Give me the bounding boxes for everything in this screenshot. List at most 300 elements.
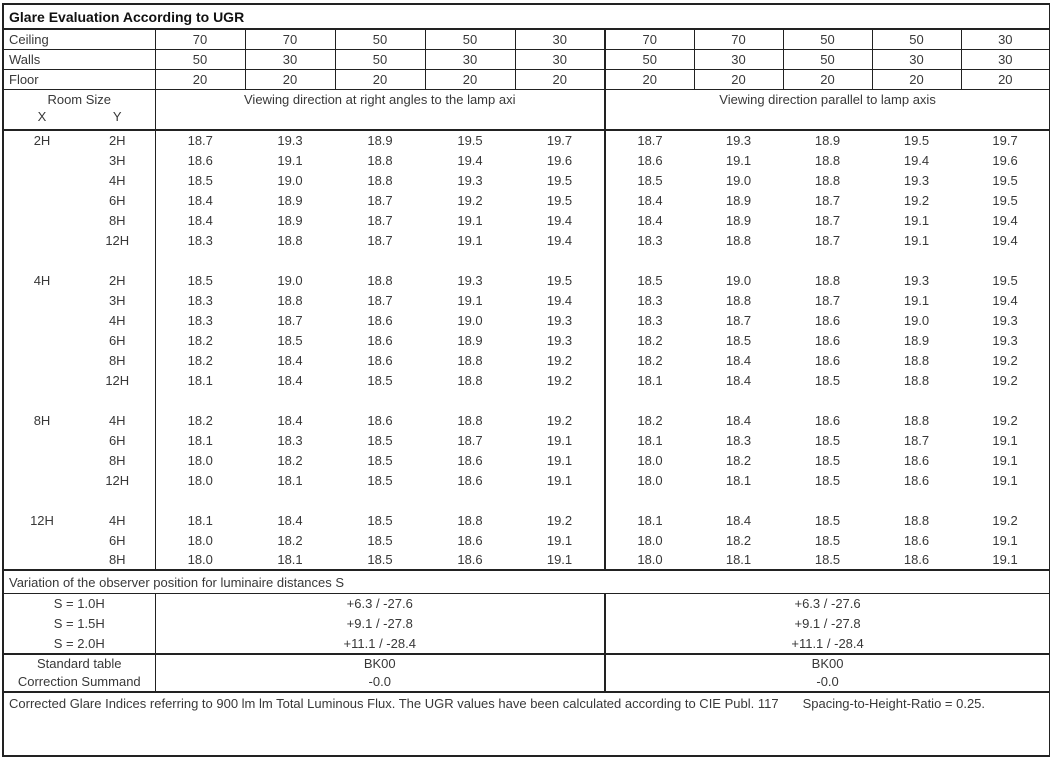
ugr-value: 19.3 — [457, 272, 483, 288]
ugr-value: 18.5 — [725, 332, 752, 348]
surface-value: 50 — [335, 49, 425, 69]
ugr-value: 19.5 — [992, 272, 1018, 288]
s-value: +11.1 / -28.4 — [343, 635, 416, 651]
ugr-value — [783, 490, 872, 510]
surface-label: Ceiling — [3, 29, 155, 49]
ugr-value: 18.9 — [725, 212, 752, 228]
ugr-value: 18.6 — [605, 150, 694, 170]
ugr-value: 19.2 — [992, 352, 1018, 368]
ugr-value — [245, 390, 335, 410]
ugr-value: 18.7 — [277, 312, 303, 328]
ugr-value: 18.2 — [605, 350, 694, 370]
room-x — [3, 470, 80, 490]
surface-value: 20 — [245, 69, 335, 89]
ugr-value: 18.1 — [187, 372, 213, 388]
ugr-value: 18.5 — [814, 452, 841, 468]
ugr-value: 19.0 — [457, 312, 483, 328]
gap-row — [3, 250, 1050, 270]
ugr-value: 18.5 — [187, 172, 213, 188]
ugr-value: 19.1 — [992, 472, 1018, 488]
room-y: 4H — [80, 410, 155, 430]
ugr-value — [155, 250, 245, 270]
ugr-value: 18.5 — [367, 532, 393, 548]
s-value: +9.1 / -27.8 — [605, 614, 1050, 634]
surface-value: 50 — [783, 49, 872, 69]
room-x — [3, 230, 80, 250]
ugr-value — [515, 490, 605, 510]
surface-value: 50 — [783, 29, 872, 49]
s-row — [3, 594, 1050, 614]
ugr-value: 18.2 — [187, 352, 213, 368]
ugr-value: 18.0 — [605, 450, 694, 470]
ugr-row — [3, 270, 1050, 290]
ugr-value: 18.1 — [725, 552, 752, 567]
ugr-value: 18.2 — [277, 452, 303, 468]
ugr-row — [3, 130, 1050, 150]
ugr-value: 18.6 — [187, 152, 213, 168]
room-x — [3, 330, 80, 350]
ugr-value — [961, 490, 1050, 510]
ugr-value: 18.5 — [814, 372, 841, 388]
ugr-value: 19.7 — [992, 133, 1018, 148]
ugr-value: 19.1 — [546, 472, 573, 488]
ugr-value: 18.8 — [367, 272, 393, 288]
ugr-value: 18.7 — [367, 212, 393, 228]
surface-value: 30 — [961, 29, 1050, 49]
s-label: S = 1.5H — [3, 614, 155, 634]
s-value: +9.1 / -27.8 — [346, 616, 413, 631]
ugr-value: 18.2 — [725, 532, 752, 548]
ugr-value: 18.6 — [457, 552, 483, 567]
spacing-ratio-text: Spacing-to-Height-Ratio = 0.25. — [802, 695, 986, 711]
room-x — [3, 150, 80, 170]
ugr-row — [3, 370, 1050, 390]
ugr-value — [872, 390, 961, 410]
ugr-value: 19.2 — [546, 412, 573, 428]
s-value: +11.1 / -28.4 — [605, 634, 1050, 654]
ugr-value: 18.8 — [903, 512, 930, 528]
ugr-value: 18.0 — [187, 532, 213, 548]
page-title: Glare Evaluation According to UGR — [3, 4, 1050, 29]
room-y: 6H — [80, 430, 155, 450]
ugr-rows — [3, 130, 1050, 570]
ugr-value: 18.7 — [187, 133, 213, 148]
ugr-value: 18.6 — [367, 312, 393, 328]
room-x: 4H — [33, 272, 51, 288]
ugr-value: 18.4 — [277, 352, 303, 368]
ugr-value: 19.5 — [546, 172, 573, 188]
surface-value: 20 — [605, 69, 694, 89]
ugr-value — [783, 250, 872, 270]
ugr-value: 19.7 — [546, 133, 573, 148]
ugr-value: 19.0 — [725, 172, 752, 188]
ugr-value — [605, 390, 694, 410]
ugr-value: 18.9 — [814, 133, 841, 148]
ugr-value: 18.9 — [457, 332, 483, 348]
summary-value: BK00 — [605, 654, 1050, 673]
ugr-value: 18.8 — [457, 372, 483, 388]
header-row-top — [3, 89, 1050, 109]
surface-value: 30 — [425, 49, 515, 69]
ugr-value: 18.9 — [277, 212, 303, 228]
ugr-row — [3, 230, 1050, 250]
surface-value: 50 — [335, 29, 425, 49]
summary-value: BK00 — [155, 654, 605, 673]
ugr-value — [515, 390, 605, 410]
ugr-value: 18.7 — [605, 130, 694, 150]
room-x — [3, 190, 80, 210]
ugr-row — [3, 470, 1050, 490]
room-size-label: Room Size — [3, 89, 155, 109]
s-label: S = 1.0H — [3, 594, 155, 614]
ugr-value: 18.1 — [187, 432, 213, 448]
ugr-value: 18.6 — [457, 452, 483, 468]
ugr-value: 19.1 — [546, 452, 573, 468]
ugr-value: 18.7 — [814, 192, 841, 208]
ugr-value: 18.4 — [187, 212, 213, 228]
ugr-value: 19.5 — [457, 133, 483, 148]
x-column-header: X — [3, 109, 80, 130]
right-direction-header: Viewing direction parallel to lamp axis — [605, 89, 1050, 130]
ugr-value: 18.4 — [277, 512, 303, 528]
variation-title: Variation of the observer position for luminaire distances S — [3, 570, 1050, 594]
s-value: +6.3 / -27.6 — [605, 594, 1050, 614]
ugr-value: 18.3 — [605, 290, 694, 310]
room-x — [3, 490, 80, 510]
room-y: 12H — [80, 470, 155, 490]
ugr-value: 18.5 — [367, 472, 393, 488]
ugr-value: 18.7 — [457, 432, 483, 448]
ugr-value: 19.2 — [546, 352, 573, 368]
ugr-value: 19.1 — [903, 292, 930, 308]
ugr-value: 19.5 — [903, 133, 930, 148]
ugr-value — [515, 250, 605, 270]
surface-value: 70 — [694, 29, 783, 49]
room-y: 2H — [80, 130, 155, 150]
ugr-value: 18.8 — [457, 512, 483, 528]
ugr-value: 18.8 — [457, 352, 483, 368]
ugr-value: 18.5 — [367, 432, 393, 448]
ugr-value: 19.3 — [992, 312, 1018, 328]
ugr-value: 18.9 — [277, 192, 303, 208]
ugr-value: 18.5 — [277, 332, 303, 348]
ugr-value: 19.6 — [546, 152, 573, 168]
ugr-value: 18.6 — [903, 452, 930, 468]
room-x — [3, 430, 80, 450]
ugr-value: 19.3 — [725, 133, 752, 148]
ugr-value: 18.4 — [605, 190, 694, 210]
surface-label: Floor — [3, 69, 155, 89]
surface-value: 20 — [155, 69, 245, 89]
ugr-value: 18.8 — [903, 372, 930, 388]
ugr-value: 19.4 — [546, 232, 573, 248]
ugr-value — [425, 490, 515, 510]
room-y: 4H — [80, 310, 155, 330]
ugr-value: 18.5 — [814, 512, 841, 528]
ugr-value: 18.1 — [187, 512, 213, 528]
room-y: 3H — [80, 290, 155, 310]
ugr-value: 18.2 — [187, 332, 213, 348]
ugr-value: 19.2 — [546, 372, 573, 388]
ugr-value: 19.1 — [457, 212, 483, 228]
ugr-value: 19.4 — [457, 152, 483, 168]
ugr-value: 18.7 — [814, 292, 841, 308]
room-x — [3, 370, 80, 390]
surface-value: 30 — [515, 29, 605, 49]
surface-value: 30 — [694, 49, 783, 69]
ugr-value: 19.4 — [546, 292, 573, 308]
ugr-value: 19.1 — [903, 212, 930, 228]
room-y: 6H — [80, 330, 155, 350]
ugr-value: 18.6 — [903, 532, 930, 548]
ugr-value: 19.2 — [992, 372, 1018, 388]
ugr-value — [245, 490, 335, 510]
room-x — [3, 550, 80, 570]
room-y: 8H — [80, 350, 155, 370]
ugr-value: 18.3 — [725, 432, 752, 448]
ugr-value: 19.1 — [277, 152, 303, 168]
room-x — [3, 310, 80, 330]
room-x: 8H — [33, 412, 51, 428]
surface-value: 30 — [961, 49, 1050, 69]
ugr-value — [961, 390, 1050, 410]
ugr-value: 19.1 — [992, 432, 1018, 448]
ugr-row — [3, 510, 1050, 530]
ugr-value: 19.6 — [992, 152, 1018, 168]
ugr-value: 19.1 — [457, 232, 483, 248]
room-y: 8H — [80, 210, 155, 230]
ugr-value: 19.2 — [457, 192, 483, 208]
room-y: 4H — [80, 510, 155, 530]
surface-value: 30 — [245, 49, 335, 69]
ugr-value: 19.1 — [903, 232, 930, 248]
surface-row — [3, 69, 1050, 89]
ugr-value: 19.4 — [903, 152, 930, 168]
ugr-value: 18.6 — [367, 412, 393, 428]
surface-value: 30 — [515, 49, 605, 69]
summary-value: -0.0 — [368, 674, 391, 689]
ugr-row — [3, 550, 1050, 570]
ugr-row — [3, 190, 1050, 210]
footer-note — [3, 692, 1050, 756]
ugr-value — [335, 250, 425, 270]
ugr-value — [872, 250, 961, 270]
ugr-value — [335, 390, 425, 410]
ugr-value — [425, 250, 515, 270]
room-y: 2H — [80, 270, 155, 290]
ugr-value: 18.3 — [277, 432, 303, 448]
ugr-value: 18.5 — [367, 512, 393, 528]
ugr-value: 18.2 — [277, 532, 303, 548]
ugr-row — [3, 410, 1050, 430]
ugr-value: 19.1 — [992, 532, 1018, 548]
ugr-value: 18.4 — [725, 372, 752, 388]
gap-row — [3, 390, 1050, 410]
ugr-value: 18.6 — [457, 472, 483, 488]
ugr-value: 18.4 — [725, 352, 752, 368]
ugr-value: 18.4 — [277, 412, 303, 428]
ugr-value: 19.0 — [903, 312, 930, 328]
y-column-header: Y — [80, 109, 155, 130]
ugr-value: 18.8 — [814, 152, 841, 168]
ugr-value: 18.4 — [277, 372, 303, 388]
ugr-value: 18.0 — [605, 550, 694, 570]
ugr-value: 18.8 — [277, 232, 303, 248]
room-y: 8H — [80, 450, 155, 470]
surface-value: 50 — [425, 29, 515, 49]
gap-row — [3, 490, 1050, 510]
ugr-value: 18.7 — [903, 432, 930, 448]
ugr-value — [605, 250, 694, 270]
ugr-row — [3, 430, 1050, 450]
surface-value: 50 — [155, 49, 245, 69]
ugr-value: 18.6 — [814, 352, 841, 368]
ugr-value: 19.2 — [546, 512, 573, 528]
room-x — [3, 210, 80, 230]
ugr-value: 19.3 — [277, 133, 303, 148]
ugr-value: 19.5 — [546, 272, 573, 288]
surface-value: 50 — [605, 49, 694, 69]
s-value: +6.3 / -27.6 — [346, 596, 413, 612]
ugr-value: 18.5 — [367, 452, 393, 468]
room-x — [3, 390, 80, 410]
surface-value: 20 — [335, 69, 425, 89]
ugr-value: 19.4 — [992, 232, 1018, 248]
ugr-value: 18.1 — [725, 472, 752, 488]
room-y: 12H — [80, 370, 155, 390]
surface-value: 50 — [872, 29, 961, 49]
ugr-value: 19.5 — [992, 192, 1018, 208]
ugr-value: 19.3 — [903, 272, 930, 288]
ugr-value: 18.5 — [367, 372, 393, 388]
ugr-value: 18.5 — [605, 270, 694, 290]
ugr-value: 18.8 — [814, 272, 841, 288]
footer-row — [3, 692, 1050, 756]
room-y: 4H — [80, 170, 155, 190]
ugr-value — [872, 490, 961, 510]
ugr-value: 18.8 — [903, 412, 930, 428]
ugr-value: 19.5 — [992, 172, 1018, 188]
ugr-value: 19.2 — [903, 192, 930, 208]
ugr-value: 18.2 — [725, 452, 752, 468]
surface-value: 20 — [694, 69, 783, 89]
ugr-value: 19.1 — [725, 152, 752, 168]
ugr-value: 18.5 — [814, 532, 841, 548]
surface-value: 20 — [515, 69, 605, 89]
ugr-value: 18.5 — [187, 272, 213, 288]
ugr-value: 19.3 — [457, 172, 483, 188]
ugr-row — [3, 530, 1050, 550]
ugr-value: 18.6 — [903, 552, 930, 567]
ugr-value: 18.3 — [187, 232, 213, 248]
ugr-row — [3, 330, 1050, 350]
ugr-value: 18.2 — [187, 412, 213, 428]
ugr-value: 19.0 — [277, 272, 303, 288]
ugr-value: 18.8 — [725, 232, 752, 248]
ugr-value: 18.4 — [725, 512, 752, 528]
ugr-value: 18.8 — [277, 292, 303, 308]
ugr-value — [694, 390, 783, 410]
ugr-value: 18.8 — [367, 172, 393, 188]
ugr-row — [3, 290, 1050, 310]
ugr-value: 18.7 — [725, 312, 752, 328]
ugr-value: 18.6 — [814, 332, 841, 348]
ugr-value: 18.0 — [605, 530, 694, 550]
room-x — [3, 290, 80, 310]
ugr-row — [3, 350, 1050, 370]
ugr-value: 19.3 — [903, 172, 930, 188]
surface-row — [3, 49, 1050, 69]
surface-value: 20 — [961, 69, 1050, 89]
ugr-row — [3, 210, 1050, 230]
ugr-value: 18.7 — [814, 212, 841, 228]
ugr-value: 18.0 — [187, 472, 213, 488]
ugr-value: 18.7 — [367, 292, 393, 308]
ugr-value — [605, 490, 694, 510]
ugr-value: 19.4 — [546, 212, 573, 228]
ugr-value: 18.3 — [187, 292, 213, 308]
ugr-value — [155, 490, 245, 510]
ugr-value: 18.7 — [814, 232, 841, 248]
room-x: 12H — [30, 512, 54, 528]
ugr-value — [694, 250, 783, 270]
surface-row — [3, 29, 1050, 49]
surface-value: 70 — [245, 29, 335, 49]
room-y: 6H — [80, 530, 155, 550]
ugr-value: 18.4 — [725, 412, 752, 428]
ugr-value: 19.1 — [546, 552, 573, 567]
ugr-value: 19.4 — [992, 292, 1018, 308]
ugr-value: 18.8 — [725, 292, 752, 308]
ugr-value: 18.3 — [187, 312, 213, 328]
ugr-value: 18.5 — [814, 472, 841, 488]
summary-row — [3, 673, 1050, 692]
footer-text: Corrected Glare Indices referring to 900 lm lm Total Luminous Flux. The UGR values have been calculated according to CIE Publ. 117 — [9, 695, 779, 711]
surface-value: 70 — [155, 29, 245, 49]
title-row — [3, 4, 1050, 29]
ugr-value: 18.0 — [605, 470, 694, 490]
ugr-value: 19.2 — [992, 512, 1018, 528]
room-x — [3, 350, 80, 370]
surface-value: 70 — [605, 29, 694, 49]
ugr-value: 18.6 — [903, 472, 930, 488]
ugr-row — [3, 150, 1050, 170]
room-y — [80, 390, 155, 410]
ugr-value: 18.2 — [605, 410, 694, 430]
ugr-value: 19.1 — [992, 552, 1018, 567]
room-x — [3, 450, 80, 470]
surface-label: Walls — [3, 49, 155, 69]
ugr-value: 18.6 — [814, 312, 841, 328]
room-y: 8H — [80, 550, 155, 570]
ugr-value: 18.8 — [457, 412, 483, 428]
ugr-value: 19.0 — [725, 272, 752, 288]
room-y — [80, 250, 155, 270]
ugr-value: 19.0 — [277, 172, 303, 188]
ugr-value: 18.4 — [605, 210, 694, 230]
ugr-value: 18.0 — [187, 552, 213, 567]
room-x — [3, 530, 80, 550]
ugr-value: 19.1 — [546, 432, 573, 448]
ugr-value: 18.1 — [605, 510, 694, 530]
surface-rows — [3, 29, 1050, 89]
summary-value: -0.0 — [605, 673, 1050, 692]
s-row — [3, 614, 1050, 634]
room-x — [3, 250, 80, 270]
room-y: 3H — [80, 150, 155, 170]
left-direction-header: Viewing direction at right angles to the lamp axi — [155, 89, 605, 130]
ugr-value: 19.1 — [546, 532, 573, 548]
